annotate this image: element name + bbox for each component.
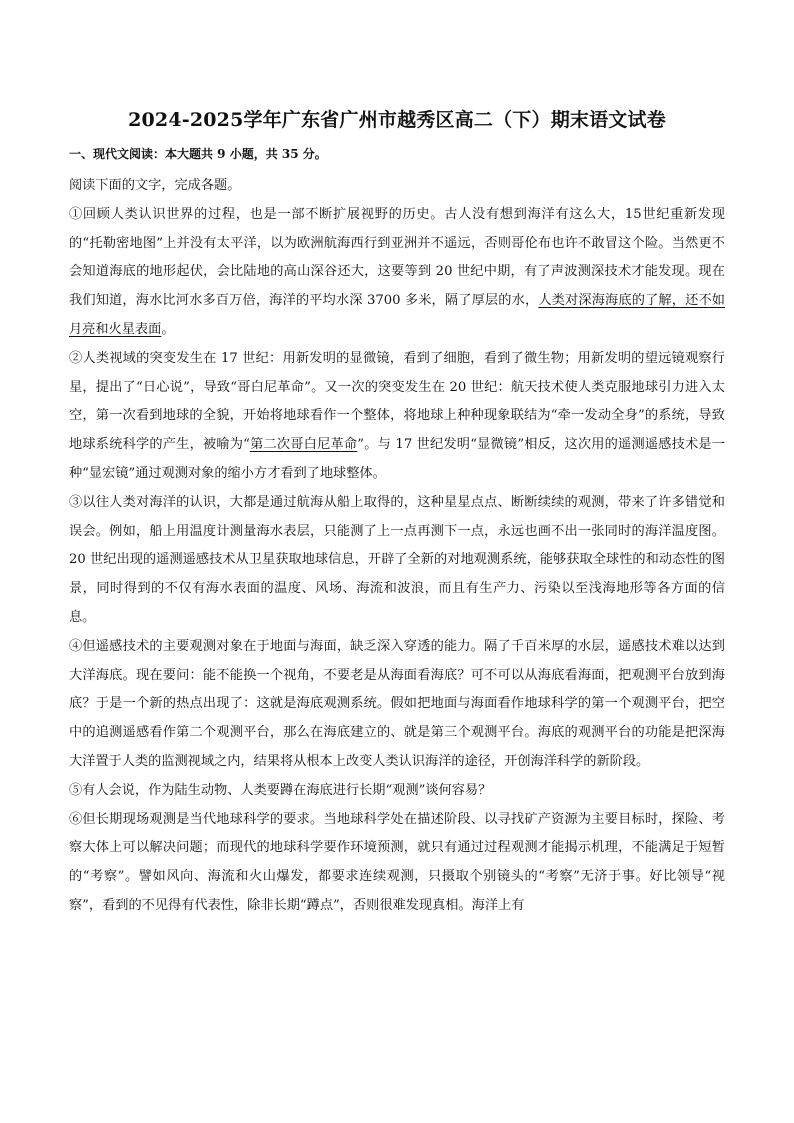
section-heading: 一、现代文阅读：本大题共 9 小题，共 35 分。 bbox=[69, 147, 327, 161]
paragraph-1 bbox=[69, 201, 725, 345]
paragraph-2-text: ②人类视域的突变发生在 17 世纪：用新发明的显微镜，看到了细胞，看到了微生物；用新发明的望远镜观察行星，提出了“日心说”，导致“哥白尼革命”。又一次的突变发生在 20 世纪：航天技术使人类克服地球引力进入太空，第一次看到地球的全貌，开始将地球看作一个整体，将地球上种种现象联结为“牵一发动全身”的系统，导致地球系统科学的产生，被喻为“ bbox=[69, 350, 725, 453]
paragraph-4: ④但遥感技术的主要观测对象在于地面与海面，缺乏深入穿透的能力。隔了千百米厚的水层，遥感技术难以达到大洋海底。现在要问：能不能换一个视角，不要老是从海面看海底？可不可以从海底看海面，把观测平台放到海底？于是一个新的热点出现了：这就是海底观测系统。假如把地面与海面看作地球科学的第一个观测平台，把空中的追测遥感看作第二个观测平台，那么在海底建立的、就是第三个观测平台。海底的观测平台的功能是把深海大洋置于人类的监测视域之内，结果将从根本上改变人类认识海洋的途径，开创海洋科学的新阶段。 bbox=[69, 638, 725, 769]
paragraph-2-end: ”。与 17 世纪发明“显微镜”相反，这次用的遥测遥感技术是一种“显宏镜”通过观测对象的缩小方才看到了地球整体。 bbox=[69, 437, 726, 481]
paragraph-2 bbox=[69, 345, 725, 489]
reading-passage bbox=[69, 172, 725, 921]
page-title: 2024-2025学年广东省广州市越秀区高二（下）期末语文试卷 bbox=[128, 109, 666, 131]
underlined-phrase-1: 人类对深海海底的了解，还不如月亮和火星表面 bbox=[69, 293, 725, 337]
paragraph-1-text: ①回顾人类认识世界的过程，也是一部不断扩展视野的历史。古人没有想到海洋有这么大，15世纪重新发现的“托勒密地图”上并没有太平洋，以为欧洲航海西行到亚洲并不遥远，否则哥伦布也许不敢冒这个险。当然更不会知道海底的地形起伏，会比陆地的高山深谷还大，这要等到 20 世纪中期，有了声波测深技术才能发现。现在我们知道，海水比河水多百万倍，海洋的平均水深 3700 多米，隔了厚层的水， bbox=[69, 206, 725, 309]
paragraph-5: ⑤有人会说，作为陆生动物、人类要蹲在海底进行长期“观测”谈何容易？ bbox=[69, 782, 492, 798]
underlined-phrase-2: 第二次哥白尼革命 bbox=[249, 437, 358, 453]
instruction-text: 阅读下面的文字，完成各题。 bbox=[69, 178, 241, 193]
paragraph-1-end: 。 bbox=[161, 321, 175, 337]
paragraph-3: ③以往人类对海洋的认识，大都是通过航海从船上取得的，这种星星点点、断断续续的观测，带来了许多错觉和误会。例如，船上用温度计测量海水表层，只能测了上一点再测下一点，永远也画不出一张同时的海洋温度图。20 世纪出现的遥测遥感技术从卫星获取地球信息，开辟了全新的对地观测系统，能够获取全球性的和动态性的图景，同时得到的不仅有海水表面的温度、风场、海流和波浪，而且有生产力、污染以至浅海地形等各方面的信息。 bbox=[69, 494, 725, 625]
paragraph-6: ⑥但长期现场观测是当代地球科学的要求。当地球科学处在描述阶段、以寻找矿产资源为主要目标时，探险、考察大体上可以解决问题；而现代的地球科学要作环境预测，就只有通过过程观测才能揭示机理，不能满足于短暂的“考察”。譬如风向、海流和火山爆发，都要求连续观测，只摄取个别镜头的“考察”无济于事。好比领导“视察”，看到的不见得有代表性，除非长期“蹲点”，否则很难发现真相。海洋上有 bbox=[69, 811, 725, 913]
